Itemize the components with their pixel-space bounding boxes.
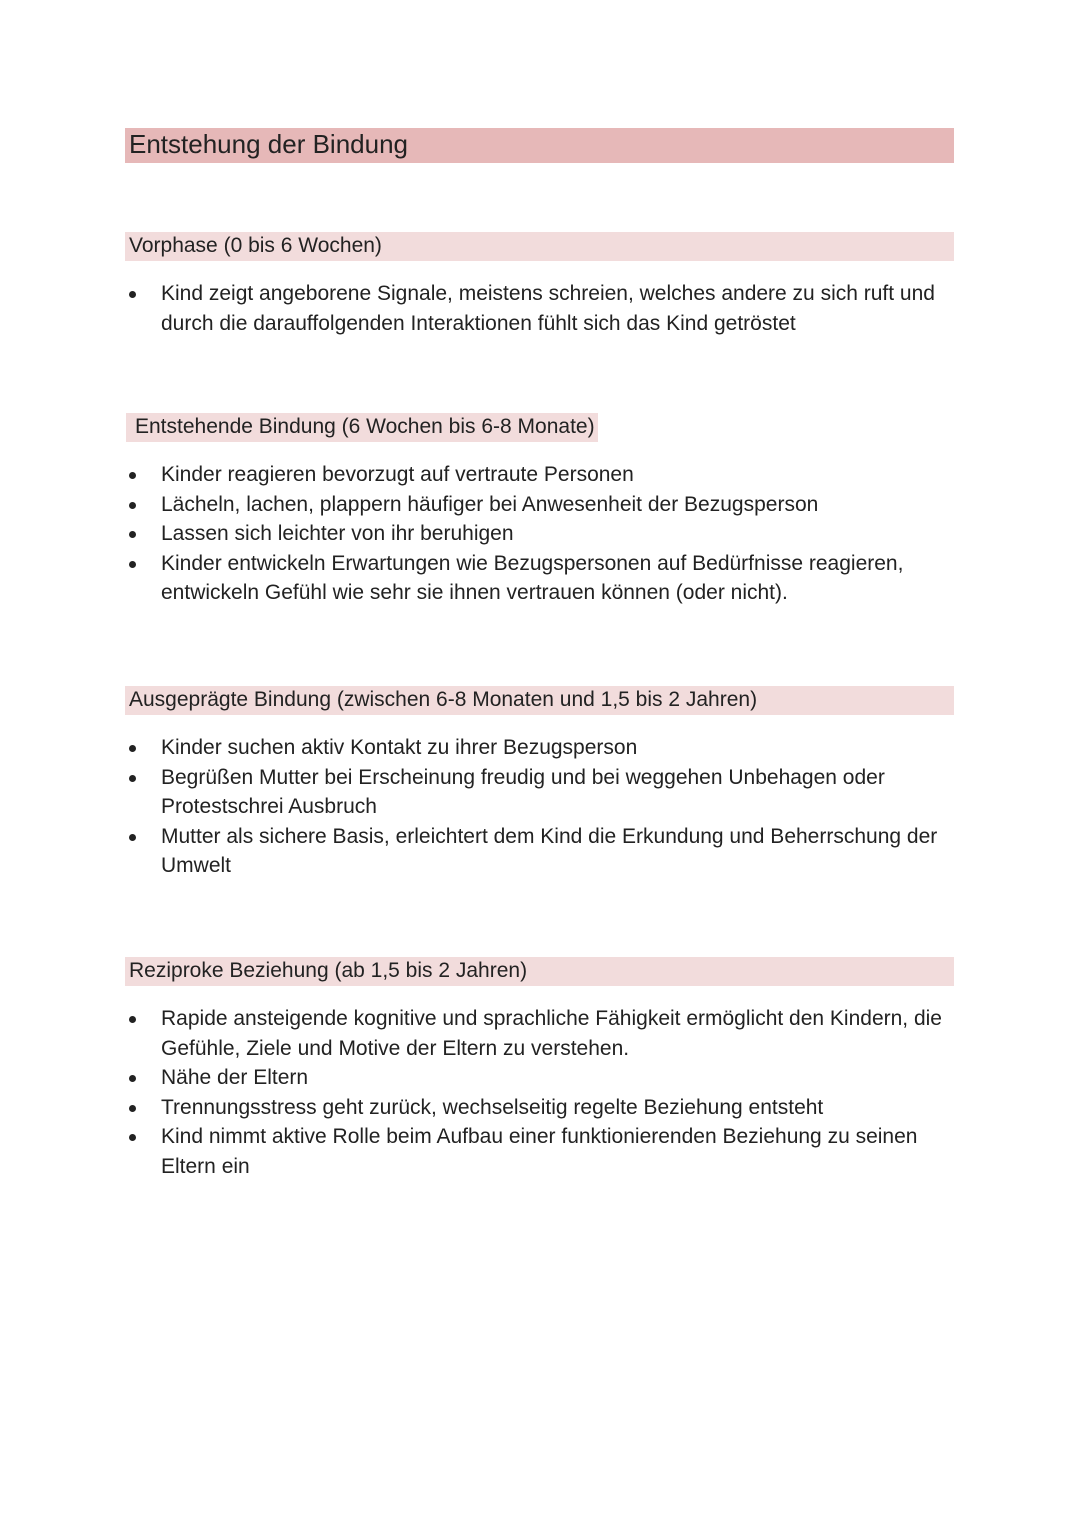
list-item: Trennungsstress geht zurück, wechselseitig regelte Beziehung entsteht [0,1093,1080,1123]
bullet-list-entstehende-bindung [0,460,1080,608]
list-item: Rapide ansteigende kognitive und sprachliche Fähigkeit ermöglicht den Kindern, die Gefühle, Ziele und Motive der Eltern zu verstehen. [0,1004,1080,1063]
bullet-dot [129,834,136,841]
bullet-list-ausgepraegte-bindung [0,733,1080,881]
list-item: Kind nimmt aktive Rolle beim Aufbau einer funktionierenden Beziehung zu seinen Eltern ein [0,1122,1080,1181]
bullet-dot [129,1134,136,1141]
bullet-dot [129,1105,136,1112]
bullet-dot [129,1075,136,1082]
list-item: Mutter als sichere Basis, erleichtert dem Kind die Erkundung und Beherrschung der Umwelt [0,822,1080,881]
bullet-dot [129,502,136,509]
list-item: Lassen sich leichter von ihr beruhigen [0,519,1080,549]
bullet-dot [129,472,136,479]
list-item: Kinder reagieren bevorzugt auf vertraute Personen [0,460,1080,490]
section-heading-reziproke-beziehung: Reziproke Beziehung (ab 1,5 bis 2 Jahren) [125,957,954,986]
bullet-dot [129,1016,136,1023]
bullet-list-vorphase [0,279,1080,338]
bullet-dot [129,775,136,782]
section-heading-ausgepraegte-bindung: Ausgeprägte Bindung (zwischen 6-8 Monaten und 1,5 bis 2 Jahren) [125,686,954,715]
bullet-dot [129,291,136,298]
list-item: Kinder suchen aktiv Kontakt zu ihrer Bezugsperson [0,733,1080,763]
bullet-dot [129,745,136,752]
section-heading-vorphase: Vorphase (0 bis 6 Wochen) [125,232,954,261]
list-item: Kinder entwickeln Erwartungen wie Bezugspersonen auf Bedürfnisse reagieren, entwickeln Gefühl wie sehr sie ihnen vertrauen können (oder nicht). [0,549,1080,608]
bullet-dot [129,531,136,538]
bullet-dot [129,561,136,568]
list-item: Lächeln, lachen, plappern häufiger bei Anwesenheit der Bezugsperson [0,490,1080,520]
bullet-list-reziproke-beziehung [0,1004,1080,1182]
list-item: Begrüßen Mutter bei Erscheinung freudig und bei weggehen Unbehagen oder Protestschrei Ausbruch [0,763,1080,822]
list-item: Nähe der Eltern [0,1063,1080,1093]
section-heading-entstehende-bindung: Entstehende Bindung (6 Wochen bis 6-8 Monate) [126,413,598,442]
page-title: Entstehung der Bindung [125,128,954,163]
list-item: Kind zeigt angeborene Signale, meistens schreien, welches andere zu sich ruft und durch die darauffolgenden Interaktionen fühlt sich das Kind getröstet [0,279,1080,338]
